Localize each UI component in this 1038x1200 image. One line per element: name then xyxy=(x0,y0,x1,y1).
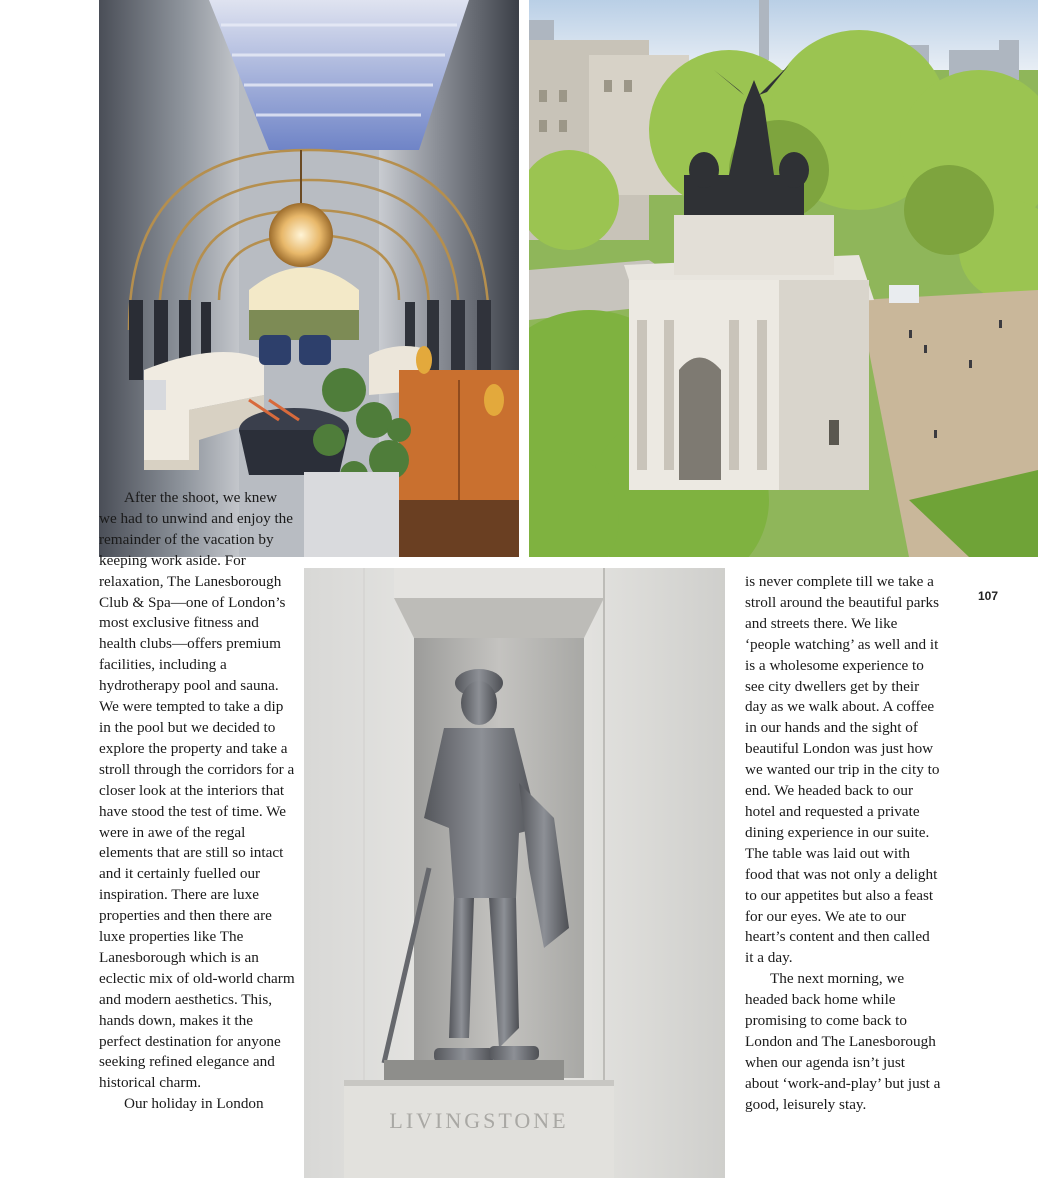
left-paragraph-1: After the shoot, we knew we had to unwind and enjoy the remainder of the vacation by keeping work aside. For relaxation, The Lanesborough Club & Spa—one of London’s most exclusive fitness and health clubs—offers premium facilities, including a hydrotherapy pool and sauna. We were tempted to take a dip in the pool but we decided to explore the property and take a stroll through the corridors for a closer look at the interiors that have stood the test of time. We were in awe of the regal elements that are still so intact and it certainly fuelled our inspiration. There are luxe properties and then there are luxe properties like The Lanesborough which is an eclectic mix of old-world charm and modern aesthetics. This, hands down, makes it the perfect destination for anyone seeking refined elegance and historical charm. xyxy=(99,489,295,1092)
statue-photo xyxy=(304,568,725,1178)
page-number: 107 xyxy=(978,589,999,603)
interior-photo xyxy=(99,0,519,557)
left-paragraph-2: Our holiday in London xyxy=(124,1095,264,1113)
wellington-arch-photo xyxy=(529,0,1038,557)
railway-carriage-interior-photo xyxy=(99,0,519,557)
column-right xyxy=(745,572,941,1116)
statue-inscription: LIVINGSTONE xyxy=(389,1108,569,1133)
right-paragraph-2: The next morning, we headed back home while promising to come back to London and The Lanesborough when our agenda isn’t just about ‘work-and-play’ but just a good, leisurely stay. xyxy=(745,970,941,1113)
livingstone-statue-photo xyxy=(304,568,725,1178)
arch-photo xyxy=(529,0,1038,557)
column-left xyxy=(99,488,295,1115)
right-paragraph-1: is never complete till we take a stroll around the beautiful parks and streets there. We like ‘people watching’ as well and it is a wholesome experience to see city dwellers get by their day as we walk about. A coffee in our hands and the sight of beautiful London was just how we wanted our trip in the city to end. We headed back to our hotel and requested a private dining experience in our suite. The table was laid out with food that was not only a delight to our appetites but also a feast for our eyes. We ate to our heart’s content and then called it a day. xyxy=(745,573,940,967)
